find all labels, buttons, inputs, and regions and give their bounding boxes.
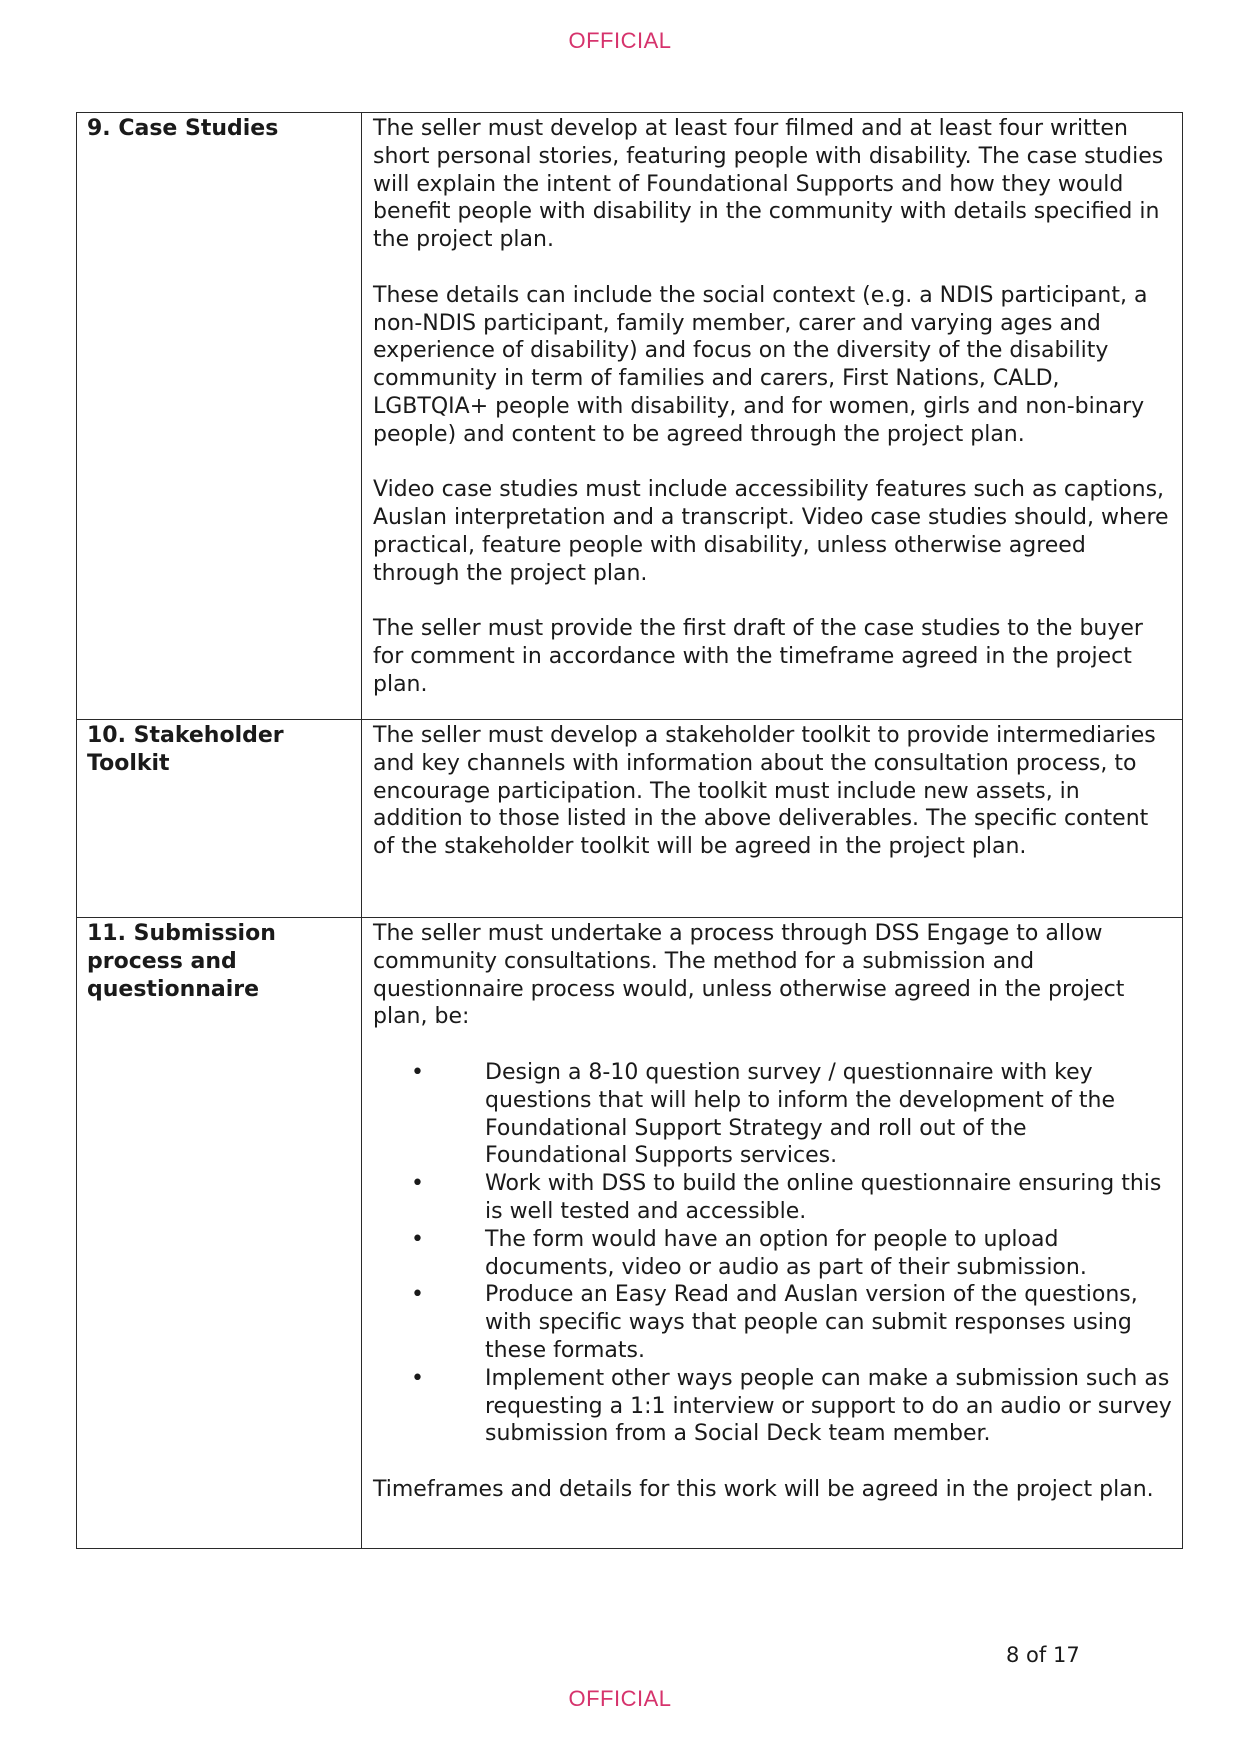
paragraph: The seller must develop a stakeholder toolkit to provide intermediaries and key channels with information about the consultation process, to encourage participation. The toolkit must include new assets, in addition to those listed in the above deliverables. The specific content of the stakeholder toolkit will be agreed in the project plan.: [373, 723, 1156, 860]
paragraph: The seller must undertake a process through DSS Engage to allow community consultations. The method for a submission and questionnaire process would, unless otherwise agreed in the project plan, be:: [373, 921, 1125, 1030]
row-content: [362, 113, 1183, 720]
table-row-case-studies: [77, 113, 1183, 720]
list-item: • Implement other ways people can make a submission such as requesting a 1:1 interview or support to do an audio or survey submission from a Social Deck team member.: [373, 1365, 1172, 1448]
list-item: • Work with DSS to build the online questionnaire ensuring this is well tested and accessible.: [373, 1170, 1172, 1226]
row-label-line: process and: [87, 948, 237, 974]
page-number: 8 of 17: [1006, 1643, 1080, 1667]
table-row-stakeholder-toolkit: [77, 720, 1183, 918]
row-content: [362, 720, 1183, 918]
paragraph: These details can include the social context (e.g. a NDIS participant, a non-NDIS participant, family member, carer and varying ages and experience of disability) and focus on the diversity of the disability community in term of families and carers, First Nations, CALD, LGBTQIA+ people with disability, and for women, girls and non-binary people) and content to be agreed through the project plan.: [373, 282, 1148, 447]
row-content: [362, 918, 1183, 1549]
paragraph: Timeframes and details for this work will be agreed in the project plan.: [373, 1476, 1154, 1502]
list-item: • Design a 8-10 question survey / questionnaire with key questions that will help to inform the development of the Foundational Support Strategy and roll out of the Foundational Supports services.: [373, 1059, 1172, 1170]
header-classification-label: OFFICIAL: [568, 28, 672, 53]
paragraph: The seller must provide the first draft of the case studies to the buyer for comment in accordance with the timeframe agreed in the project plan.: [373, 616, 1143, 697]
table-row-submission-process: [77, 918, 1183, 1549]
row-label-text: 9. Case Studies: [87, 116, 279, 141]
row-label: [77, 918, 362, 1549]
row-label: [77, 113, 362, 720]
row-label-line: 11. Submission: [87, 921, 276, 946]
paragraph: Video case studies must include accessibility features such as captions, Auslan interpretation and a transcript. Video case studies should, where practical, feature people with disability, unless otherwise agreed through the project plan.: [373, 477, 1169, 586]
list-item: • Produce an Easy Read and Auslan version of the questions, with specific ways that people can submit responses using these formats.: [373, 1281, 1172, 1364]
row-label-line: 10. Stakeholder: [87, 723, 284, 748]
paragraph: The seller must develop at least four filmed and at least four written short personal stories, featuring people with disability. The case studies will explain the intent of Foundational Supports and how they would benefit people with disability in the community with details specified in the project plan.: [373, 116, 1164, 253]
row-label-line: questionnaire: [87, 976, 260, 1002]
footer-classification-label: OFFICIAL: [568, 1686, 672, 1711]
row-label: [77, 720, 362, 918]
deliverables-table: [76, 112, 1183, 1549]
row-label-line: Toolkit: [87, 750, 170, 776]
bullet-list: [373, 1059, 1172, 1448]
list-item: • The form would have an option for people to upload documents, video or audio as part of their submission.: [373, 1226, 1172, 1282]
